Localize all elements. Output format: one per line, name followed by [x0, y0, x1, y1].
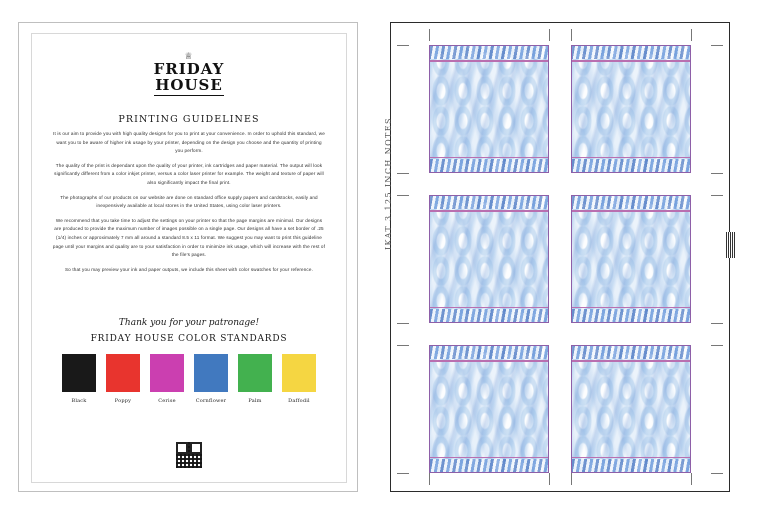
page-title: PRINTING GUIDELINES [118, 114, 260, 125]
note-card[interactable] [429, 345, 549, 473]
ikat-pattern [572, 346, 690, 472]
swatch-label: Cerise [158, 398, 176, 404]
swatch-chip [282, 354, 316, 392]
qr-code-icon [176, 442, 202, 468]
ikat-border-top [430, 46, 548, 59]
ikat-pattern [572, 196, 690, 322]
ikat-accent-top [430, 60, 548, 62]
crop-mark [397, 45, 409, 46]
ikat-border-bottom [430, 309, 548, 322]
crop-mark [397, 473, 409, 474]
ikat-accent-top [572, 360, 690, 362]
paragraph-3: The photographs of our products on our website are done on standard office supply papers and cardstocks, easily and inexpensively available at local stores in the United States, using color laser printers. [60, 194, 318, 209]
ikat-border-bottom [430, 159, 548, 172]
logo-line-one: FRIDAY [153, 60, 225, 78]
color-swatch-row [62, 354, 316, 404]
swatch-item [150, 354, 184, 404]
crop-mark [549, 473, 550, 485]
paragraph-4: We recommend that you take time to adjust the settings on your printer so that the page margins are minimal. Our designs are produced to provide the maximum number of images possible on a single page. Our designs all have a set border of .25 (1/4) inches or approximately 7 mm all around a standard 8.5 x 11 format. We suggest you may want to print this guideline page until your margins and quality are to your satisfaction in order to minimize ink usage, which will increase with the rest of the file's pages. [52, 217, 326, 258]
ikat-border-top [430, 346, 548, 359]
sheet-side-label: IKAT 3.125 INCH NOTES [384, 117, 393, 250]
color-standards-title: FRIDAY HOUSE COLOR STANDARDS [90, 334, 288, 344]
ikat-border-top [572, 46, 690, 59]
ikat-pattern [572, 46, 690, 172]
swatch-chip [194, 354, 228, 392]
ikat-border-bottom [572, 309, 690, 322]
crop-mark [429, 29, 430, 41]
ikat-accent-top [430, 210, 548, 212]
brand-logo [32, 52, 346, 96]
ikat-accent-bottom [572, 457, 690, 459]
ikat-accent-bottom [572, 157, 690, 159]
thank-you-note: Thank you for your patronage! [118, 318, 260, 328]
logo-line-two: HOUSE [155, 76, 223, 94]
crown-icon: ♕ [184, 51, 194, 61]
body-copy [52, 130, 326, 280]
ikat-pattern [430, 346, 548, 472]
right-page-sheet [390, 22, 730, 492]
crop-mark [571, 473, 572, 485]
swatch-label: Daffodil [288, 398, 310, 404]
swatch-item [194, 354, 228, 404]
ikat-border-top [572, 196, 690, 209]
swatch-label: Cornflower [195, 398, 227, 404]
swatch-item [62, 354, 96, 404]
ikat-accent-top [430, 360, 548, 362]
ikat-pattern [430, 46, 548, 172]
note-card-grid [429, 45, 713, 473]
note-card[interactable] [571, 345, 691, 473]
left-page-inner-border [31, 33, 347, 483]
ikat-border-top [572, 346, 690, 359]
ikat-accent-top [572, 60, 690, 62]
ikat-border-top [430, 196, 548, 209]
swatch-item [238, 354, 272, 404]
crop-mark [549, 29, 550, 41]
ikat-accent-bottom [430, 457, 548, 459]
ikat-border-bottom [430, 459, 548, 472]
ikat-border-bottom [572, 159, 690, 172]
barcode-icon [726, 232, 736, 258]
ikat-accent-bottom [430, 307, 548, 309]
crop-mark [691, 29, 692, 41]
swatch-label: Palm [248, 398, 262, 404]
crop-mark [397, 173, 409, 174]
note-card[interactable] [571, 195, 691, 323]
crop-mark [397, 195, 409, 196]
ikat-accent-bottom [572, 307, 690, 309]
paragraph-5: So that you may preview your ink and paper outputs, we include this sheet with color swatches for your reference. [64, 266, 314, 272]
note-card[interactable] [429, 45, 549, 173]
crop-mark [711, 473, 723, 474]
logo-divider [154, 95, 224, 96]
crop-mark [691, 473, 692, 485]
swatch-chip [150, 354, 184, 392]
ikat-border-bottom [572, 459, 690, 472]
left-page-sheet [18, 22, 358, 492]
ikat-accent-bottom [430, 157, 548, 159]
paragraph-2: The quality of the print is dependant upon the quality of your printer, ink cartridges and paper material. The output will look significantly different from a color inkjet printer, versus a color laser printer for example. The weight and texture of paper will also significantly impact the final print. [54, 162, 324, 185]
swatch-chip [62, 354, 96, 392]
crop-mark [429, 473, 430, 485]
crop-mark [397, 323, 409, 324]
crop-mark [571, 29, 572, 41]
swatch-item [106, 354, 140, 404]
paragraph-1: It is our aim to provide you with high quality designs for you to print at your convenience. In order to uphold this standard, we want you to be aware of higher ink usage by your printer, depending on the design you choose and the quantity of printing you perform. [53, 131, 325, 154]
swatch-label: Poppy [114, 398, 132, 404]
swatch-label: Black [71, 398, 87, 404]
swatch-chip [106, 354, 140, 392]
crop-mark [397, 345, 409, 346]
ikat-accent-top [572, 210, 690, 212]
ikat-pattern [430, 196, 548, 322]
note-card[interactable] [571, 45, 691, 173]
note-card[interactable] [429, 195, 549, 323]
swatch-chip [238, 354, 272, 392]
swatch-item [282, 354, 316, 404]
